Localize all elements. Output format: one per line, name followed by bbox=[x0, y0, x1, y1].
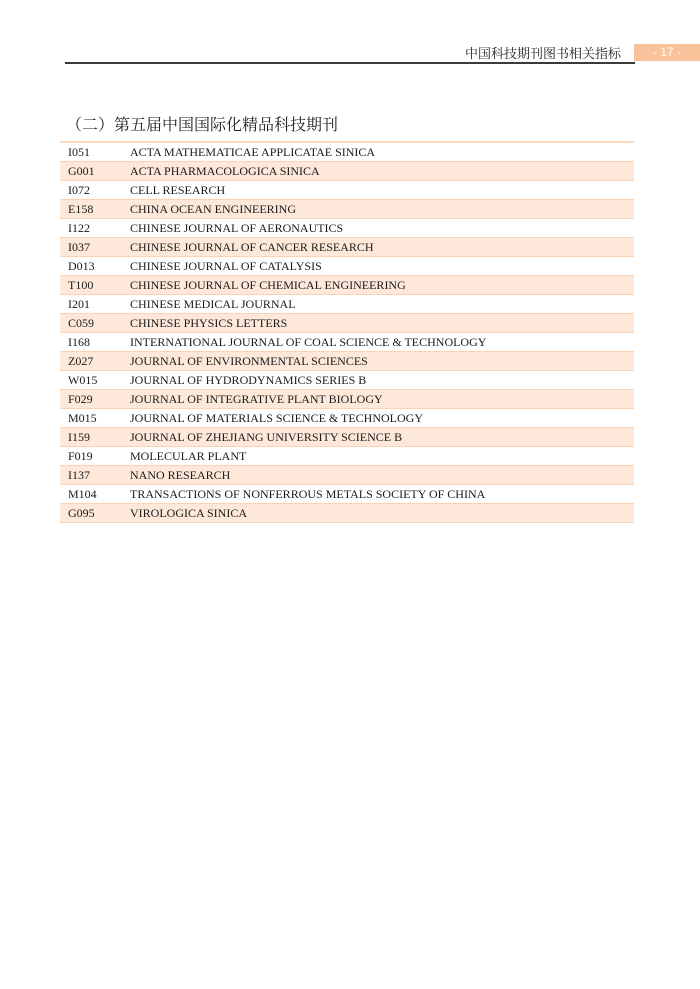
journal-name: INTERNATIONAL JOURNAL OF COAL SCIENCE & TECHNOLOGY bbox=[130, 335, 487, 349]
journal-name: NANO RESEARCH bbox=[130, 468, 231, 482]
journal-name: TRANSACTIONS OF NONFERROUS METALS SOCIETY OF CHINA bbox=[130, 487, 486, 501]
journal-name: CHINESE PHYSICS LETTERS bbox=[130, 316, 288, 330]
table-row bbox=[60, 238, 634, 257]
journal-table bbox=[60, 141, 634, 523]
table-row bbox=[60, 162, 634, 181]
header-title: 中国科技期刊图书相关指标 bbox=[464, 47, 621, 62]
journal-name: JOURNAL OF MATERIALS SCIENCE & TECHNOLOGY bbox=[130, 411, 424, 425]
journal-code: W015 bbox=[68, 373, 98, 387]
journal-code: F029 bbox=[68, 392, 93, 406]
journal-code: E158 bbox=[68, 202, 94, 216]
journal-name: JOURNAL OF INTEGRATIVE PLANT BIOLOGY bbox=[130, 392, 383, 406]
journal-code: I037 bbox=[68, 240, 90, 254]
table-row bbox=[60, 143, 634, 162]
journal-code: T100 bbox=[68, 278, 94, 292]
journal-name: CHINESE JOURNAL OF CANCER RESEARCH bbox=[130, 240, 374, 254]
page-header bbox=[0, 0, 700, 66]
table-row bbox=[60, 371, 634, 390]
journal-code: C059 bbox=[68, 316, 95, 330]
table-row bbox=[60, 428, 634, 447]
table-row bbox=[60, 504, 634, 523]
journal-code: G095 bbox=[68, 506, 95, 520]
journal-code: M015 bbox=[68, 411, 97, 425]
journal-name: ACTA MATHEMATICAE APPLICATAE SINICA bbox=[130, 145, 376, 159]
journal-code: D013 bbox=[68, 259, 95, 273]
table-row bbox=[60, 219, 634, 238]
journal-code: I072 bbox=[68, 183, 90, 197]
journal-code: I137 bbox=[68, 468, 90, 482]
table-row bbox=[60, 409, 634, 428]
header-divider bbox=[65, 62, 635, 64]
table-row bbox=[60, 295, 634, 314]
journal-name: CHINESE JOURNAL OF AERONAUTICS bbox=[130, 221, 344, 235]
journal-name: JOURNAL OF HYDRODYNAMICS SERIES B bbox=[130, 373, 367, 387]
journal-code: I122 bbox=[68, 221, 90, 235]
journal-name: MOLECULAR PLANT bbox=[130, 449, 247, 463]
table-row bbox=[60, 200, 634, 219]
journal-name: JOURNAL OF ZHEJIANG UNIVERSITY SCIENCE B bbox=[130, 430, 403, 444]
table-row bbox=[60, 314, 634, 333]
table-row bbox=[60, 276, 634, 295]
journal-name: CHINESE MEDICAL JOURNAL bbox=[130, 297, 296, 311]
table-row bbox=[60, 352, 634, 371]
page-number-badge: - 17 - bbox=[634, 44, 700, 61]
journal-name: CHINESE JOURNAL OF CHEMICAL ENGINEERING bbox=[130, 278, 406, 292]
journal-name: CHINESE JOURNAL OF CATALYSIS bbox=[130, 259, 322, 273]
table-row bbox=[60, 333, 634, 352]
journal-name: VIROLOGICA SINICA bbox=[130, 506, 247, 520]
table-row bbox=[60, 447, 634, 466]
journal-code: G001 bbox=[68, 164, 95, 178]
table-row bbox=[60, 181, 634, 200]
journal-name: ACTA PHARMACOLOGICA SINICA bbox=[130, 164, 320, 178]
journal-name: CELL RESEARCH bbox=[130, 183, 226, 197]
journal-code: M104 bbox=[68, 487, 97, 501]
journal-code: F019 bbox=[68, 449, 93, 463]
table-row bbox=[60, 485, 634, 504]
journal-code: I201 bbox=[68, 297, 90, 311]
table-row bbox=[60, 466, 634, 485]
table-row bbox=[60, 390, 634, 409]
journal-name: JOURNAL OF ENVIRONMENTAL SCIENCES bbox=[130, 354, 368, 368]
table-row bbox=[60, 257, 634, 276]
journal-code: Z027 bbox=[68, 354, 94, 368]
journal-code: I159 bbox=[68, 430, 90, 444]
journal-name: CHINA OCEAN ENGINEERING bbox=[130, 202, 296, 216]
journal-code: I051 bbox=[68, 145, 90, 159]
section-title: （二）第五届中国国际化精品科技期刊 bbox=[66, 115, 339, 134]
journal-code: I168 bbox=[68, 335, 90, 349]
